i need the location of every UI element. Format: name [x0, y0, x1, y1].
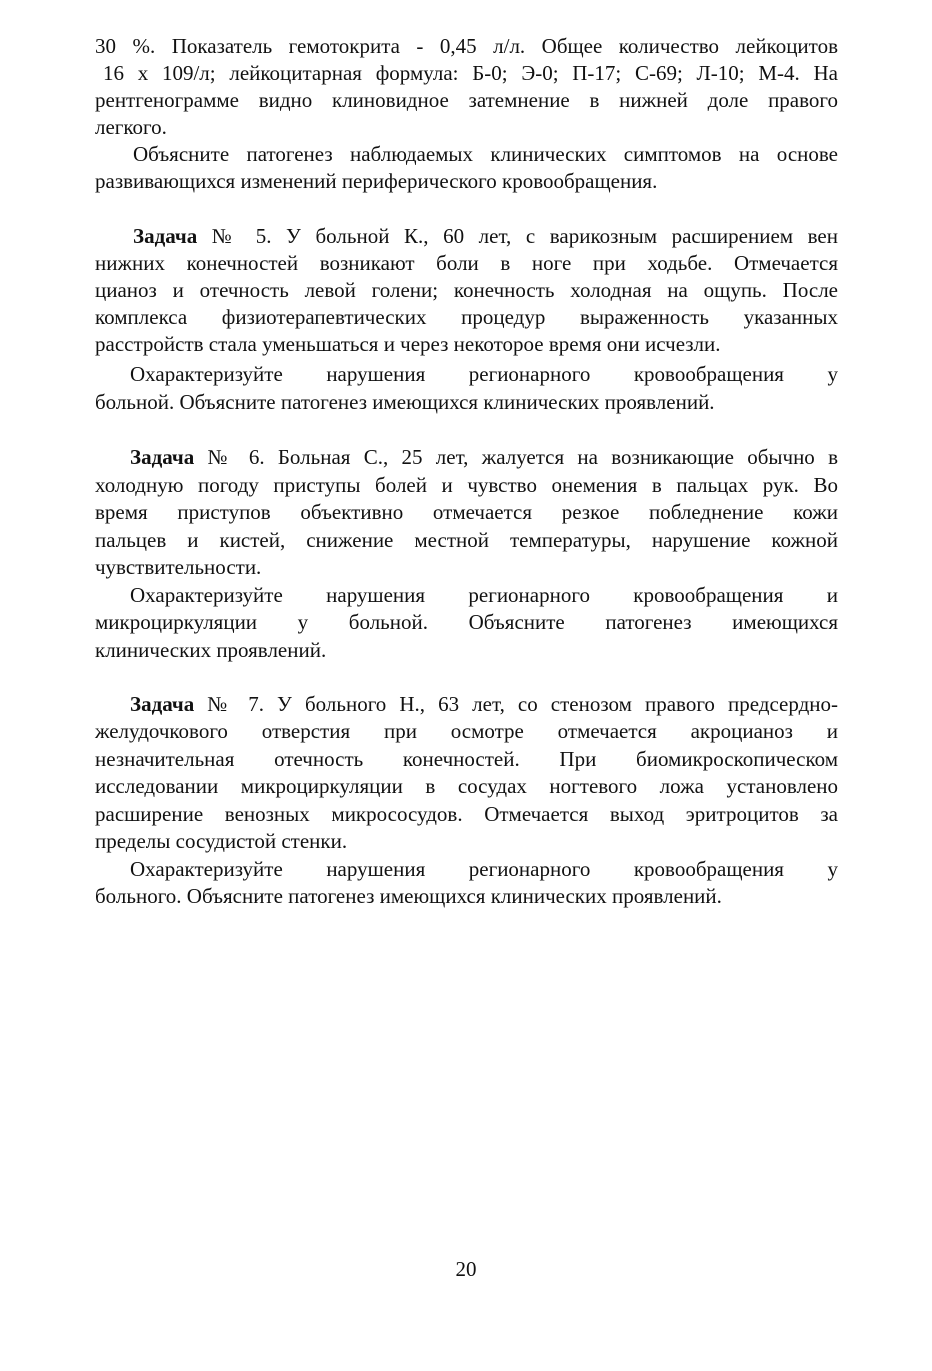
question-line: Охарактеризуйте нарушения регионарного кровообращения и	[130, 583, 838, 607]
text-line: холодную погоду приступы болей и чувство онемения в пальцах рук. Во	[95, 473, 838, 497]
task-heading: Задача	[130, 445, 195, 469]
question-line: Охарактеризуйте нарушения регионарного кровообращения у	[130, 362, 838, 386]
text-line: чувствительности.	[95, 555, 262, 579]
question-line: клинических проявлений.	[95, 638, 327, 662]
question-line: Охарактеризуйте нарушения регионарного кровообращения у	[130, 857, 838, 881]
text-line: развивающихся изменений периферического кровообращения.	[95, 169, 658, 193]
text-line: желудочкового отверстия при осмотре отмечается акроцианоз и	[95, 719, 838, 743]
text-line: исследовании микроциркуляции в сосудах ногтевого ложа установлено	[95, 774, 838, 798]
text-line: расширение венозных микрососудов. Отмечается выход эритроцитов за	[95, 802, 838, 826]
task-heading-line	[133, 223, 838, 251]
text-line: Объясните патогенез наблюдаемых клинических симптомов на основе	[133, 142, 838, 166]
text-line: пределы сосудистой стенки.	[95, 829, 348, 853]
question-line: больного. Объясните патогенез имеющихся клинических проявлений.	[95, 884, 722, 908]
text-line: 16 х 109/л; лейкоцитарная формула: Б-0; Э-0; П-17; С-69; Л-10; М-4. На	[103, 61, 838, 85]
task-intro: № 6. Больная С., 25 лет, жалуется на возникающие обычно в	[194, 445, 838, 469]
text-line: рентгенограмме видно клиновидное затемнение в нижней доле правого	[95, 88, 838, 112]
text-line: легкого.	[95, 115, 167, 139]
text-line: пальцев и кистей, снижение местной температуры, нарушение кожной	[95, 528, 838, 552]
task-heading: Задача	[130, 692, 195, 716]
text-line: расстройств стала уменьшаться и через некоторое время они исчезли.	[95, 332, 721, 356]
question-line: больной. Объясните патогенез имеющихся клинических проявлений.	[95, 390, 715, 414]
text-line: время приступов объективно отмечается резкое побледнение кожи	[95, 500, 838, 524]
question-line: микроциркуляции у больной. Объясните патогенез имеющихся	[95, 610, 838, 634]
text-line: комплекса физиотерапевтических процедур выраженность указанных	[95, 305, 838, 329]
task-intro: № 5. У больной К., 60 лет, с варикозным расширением вен	[197, 224, 838, 248]
task-intro: № 7. У больного Н., 63 лет, со стенозом правого предсердно-	[194, 692, 838, 716]
text-line: 30 %. Показатель гемотокрита - 0,45 л/л. Общее количество лейкоцитов	[95, 34, 838, 58]
page-number: 20	[455, 1257, 477, 1281]
text-line: цианоз и отечность левой голени; конечность холодная на ощупь. После	[95, 278, 838, 302]
text-line: нижних конечностей возникают боли в ноге при ходьбе. Отмечается	[95, 251, 838, 275]
text-line: незначительная отечность конечностей. При биомикроскопическом	[95, 747, 838, 771]
task-heading-line	[130, 691, 838, 719]
task-heading: Задача	[133, 224, 198, 248]
task-heading-line	[130, 444, 838, 472]
